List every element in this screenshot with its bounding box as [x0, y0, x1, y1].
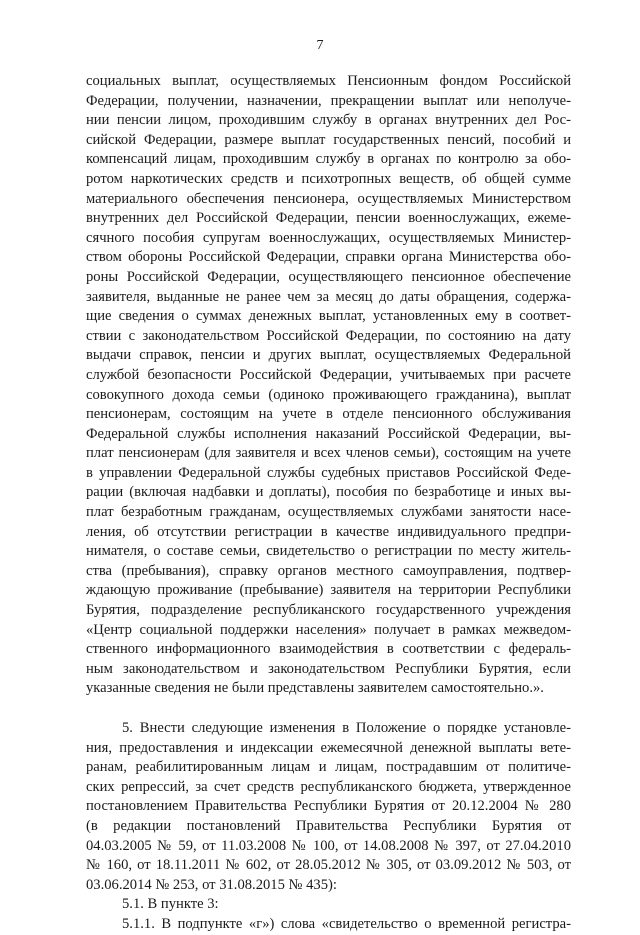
text-line: ствии с законодательством Российской Федерации, по состоянию на дату [86, 327, 571, 344]
text-line: 03.06.2014 № 253, от 31.08.2015 № 435): [86, 876, 337, 893]
text-line: заявителя, выданные не ранее чем за месяц до даты обращения, содержа- [86, 288, 571, 305]
text-line: пенсионерам, состоящим на учете в отделе пенсионного обслуживания [86, 406, 571, 423]
document-body [86, 72, 571, 935]
text-line: материального обеспечения пенсионера, осуществляемых Министерством [86, 190, 571, 207]
text-line: Федеральной службы исполнения наказаний Российской Федерации, вы- [86, 425, 571, 442]
text-line: 04.03.2005 № 59, от 11.03.2008 № 100, от 14.08.2008 № 397, от 27.04.2010 [86, 837, 571, 854]
item-5-1: 5.1. В пункте 3: [122, 896, 219, 913]
text-line: щие сведения о суммах денежных выплат, установленных ему в соответ- [86, 308, 571, 325]
paragraph-continuation [86, 72, 571, 699]
text-line: (в редакции постановлений Правительства Республики Бурятия от [86, 817, 571, 834]
text-line: указанные сведения не были представлены заявителем самостоятельно.». [86, 680, 544, 697]
text-line: ным законодательством и законодательством Республики Бурятия, если [86, 660, 571, 677]
paragraph-item-5 [86, 719, 571, 895]
text-line: 5. Внести следующие изменения в Положение о порядке установле- [122, 720, 571, 736]
text-line: Федерации, получении, назначении, прекращении выплат или неполуче- [86, 92, 571, 109]
text-line: ством обороны Российской Федерации, справки органа Министерства обо- [86, 249, 571, 266]
text-line: ственного информационного взаимодействия в соответствии с федераль- [86, 641, 571, 658]
text-line: № 160, от 18.11.2011 № 602, от 28.05.2012 № 305, от 03.09.2012 № 503, от [86, 857, 571, 874]
page-number: 7 [316, 38, 324, 53]
text-line: постановлением Правительства Республики Бурятия от 20.12.2004 № 280 [86, 798, 571, 815]
text-line: в управлении Федеральной службы судебных приставов Российской Феде- [86, 464, 571, 481]
text-line: «Центр социальной поддержки населения» получает в рамках межведом- [86, 621, 571, 638]
text-line: роны Российской Федерации, осуществляющего пенсионное обеспечение [86, 268, 571, 285]
text-line: Бурятия, подразделение республиканского государственного учреждения [86, 602, 571, 619]
paragraph-gap [86, 699, 571, 719]
text-line: выдачи справок, пенсии и других выплат, осуществляемых Федеральной [86, 347, 571, 364]
text-line: плат пенсионерам (для заявителя и всех членов семьи), состоящим на учете [86, 445, 571, 462]
text-line: внутренних дел Российской Федерации, пенсии военнослужащих, ежеме- [86, 210, 571, 227]
text-line: ранам, реабилитированным лицам и лицам, пострадавшим от политиче- [86, 759, 571, 776]
text-line: ления, об отсутствии регистрации в качестве индивидуального предпри- [86, 523, 571, 540]
text-line: рации (включая надбавки и доплаты), пособия по безработице и иных вы- [86, 484, 571, 501]
text-line: службой безопасности Российской Федерации, учитываемых при расчете [86, 366, 571, 383]
text-line: нимателя, о составе семьи, свидетельство о регистрации по месту житель- [86, 543, 571, 560]
text-line: ских репрессий, за счет средств республиканского бюджета, утвержденное [86, 778, 571, 795]
text-line: ротом наркотических средств и психотропных веществ, об общей сумме [86, 170, 571, 187]
text-line: сийской Федерации, размере выплат государственных пенсий, пособий и [86, 131, 571, 148]
text-line: сячного пособия супругам военнослужащих, осуществляемых Министер- [86, 229, 571, 246]
text-line: плат безработным гражданам, осуществляемых службами занятости насе- [86, 504, 571, 521]
text-line: ства (пребывания), справку органов местного самоуправления, подтвер- [86, 562, 571, 579]
text-line: социальных выплат, осуществляемых Пенсионным фондом Российской [86, 73, 571, 89]
text-line: нии пенсии лицом, проходившим службу в органах внутренних дел Рос- [86, 112, 571, 129]
text-line: ждающую проживание (пребывание) заявителя на территории Республики [86, 582, 571, 599]
text-line: совокупного дохода семьи (одиноко проживающего гражданина), выплат [86, 386, 571, 403]
item-5-1-1: 5.1.1. В подпункте «г») слова «свидетельство о временной регистра- [122, 915, 571, 932]
text-line: компенсаций лицам, проходившим службу в органах по контролю за обо- [86, 151, 571, 168]
text-line: ния, предоставления и индексации ежемесячной денежной выплаты вете- [86, 739, 571, 756]
